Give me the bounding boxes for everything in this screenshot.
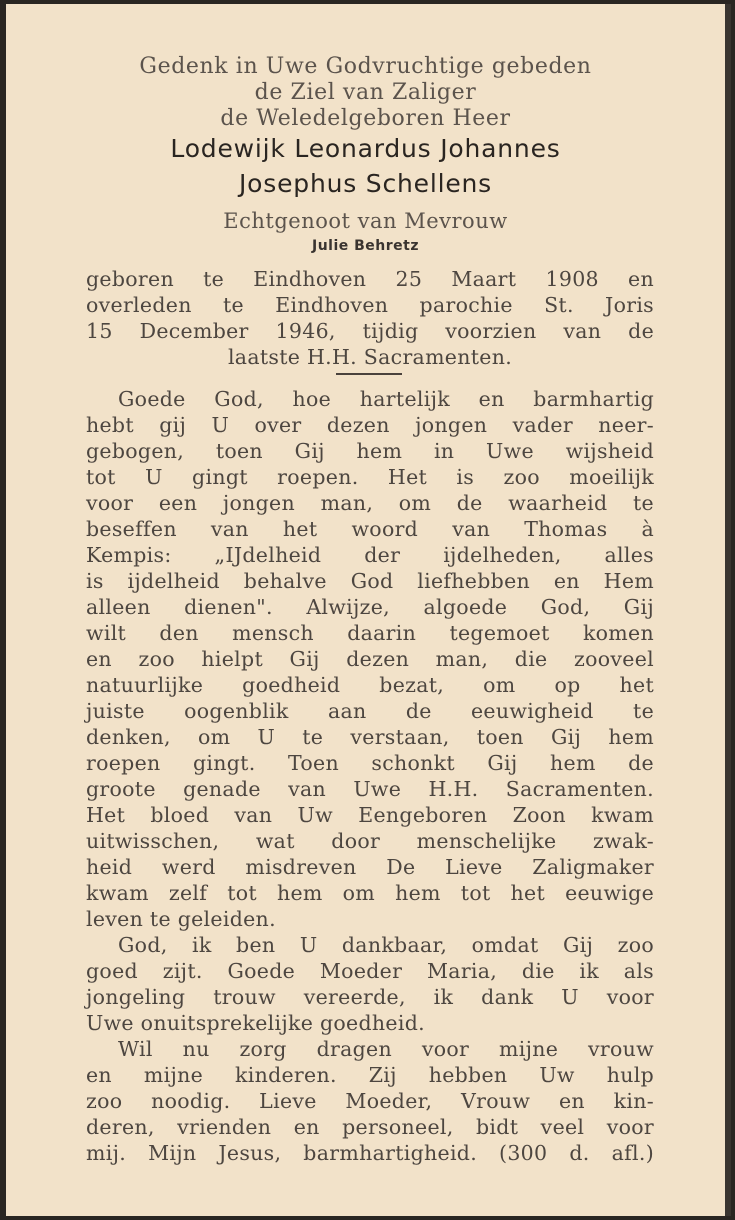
prayer-line: heid werd misdreven De Lieve Zaligmaker xyxy=(86,855,654,879)
prayer-line: Goede God, hoe hartelijk en barmhartig xyxy=(118,387,654,411)
dates-line: 15 December 1946, tijdig voorzien van de xyxy=(86,319,654,343)
prayer-line: deren, vrienden en personeel, bidt veel voor xyxy=(86,1115,654,1139)
intro-line-3: de Weledelgeboren Heer xyxy=(220,106,511,131)
spouse-name: Julie Behretz xyxy=(311,238,419,254)
deceased-name-line-1: Lodewijk Leonardus Johannes xyxy=(170,134,561,163)
deceased-name-line-2: Josephus Schellens xyxy=(239,169,492,198)
dates-line: overleden te Eindhoven parochie St. Joris xyxy=(86,293,654,317)
prayer-line: en mijne kinderen. Zij hebben Uw hulp xyxy=(86,1063,654,1087)
intro-line-1: Gedenk in Uwe Godvruchtige gebeden xyxy=(139,54,592,79)
prayer-line: kwam zelf tot hem om hem tot het eeuwige xyxy=(86,881,654,905)
spouse-label: Echtgenoot van Mevrouw xyxy=(223,209,508,233)
prayer-line: en zoo hielpt Gij dezen man, die zooveel xyxy=(86,647,654,671)
prayer-line: mij. Mijn Jesus, barmhartigheid. (300 d. afl.) xyxy=(86,1141,654,1165)
prayer-line: Uwe onuitsprekelijke goedheid. xyxy=(86,1011,425,1035)
dates-line: geboren te Eindhoven 25 Maart 1908 en xyxy=(86,267,654,291)
intro-line-2: de Ziel van Zaliger xyxy=(254,80,477,105)
prayer-line: gebogen, toen Gij hem in Uwe wijsheid xyxy=(86,439,654,463)
prayer-line: God, ik ben U dankbaar, omdat Gij zoo xyxy=(118,933,654,957)
prayer-line: is ijdelheid behalve God liefhebben en Hem xyxy=(86,569,654,593)
prayer-line: leven te geleiden. xyxy=(86,907,276,931)
prayer-line: goed zijt. Goede Moeder Maria, die ik als xyxy=(86,959,654,983)
prayer-line: Wil nu zorg dragen voor mijne vrouw xyxy=(118,1037,654,1061)
prayer-line: wilt den mensch daarin tegemoet komen xyxy=(86,621,654,645)
prayer-line: roepen gingt. Toen schonkt Gij hem de xyxy=(86,751,654,775)
prayer-line: jongeling trouw vereerde, ik dank U voor xyxy=(86,985,654,1009)
prayer-line: Het bloed van Uw Eengeboren Zoon kwam xyxy=(86,803,654,827)
divider xyxy=(336,373,402,375)
memorial-card xyxy=(6,4,731,1216)
prayer-line: natuurlijke goedheid bezat, om op het xyxy=(86,673,654,697)
prayer-line: denken, om U te verstaan, toen Gij hem xyxy=(86,725,654,749)
prayer-line: Kempis: „IJdelheid der ijdelheden, alles xyxy=(86,543,654,567)
prayer-line: alleen dienen". Alwijze, algoede God, Gij xyxy=(86,595,654,619)
prayer-line: uitwisschen, wat door menschelijke zwak- xyxy=(86,829,654,853)
prayer-line: groote genade van Uwe H.H. Sacramenten. xyxy=(86,777,654,801)
prayer-line: tot U gingt roepen. Het is zoo moeilijk xyxy=(86,465,654,489)
prayer-line: hebt gij U over dezen jongen vader neer- xyxy=(86,413,654,437)
prayer-line: juiste oogenblik aan de eeuwigheid te xyxy=(86,699,654,723)
prayer-line: voor een jongen man, om de waarheid te xyxy=(86,491,654,515)
prayer-line: beseffen van het woord van Thomas à xyxy=(86,517,654,541)
prayer-line: zoo noodig. Lieve Moeder, Vrouw en kin- xyxy=(86,1089,654,1113)
dates-line: laatste H.H. Sacramenten. xyxy=(227,345,513,369)
